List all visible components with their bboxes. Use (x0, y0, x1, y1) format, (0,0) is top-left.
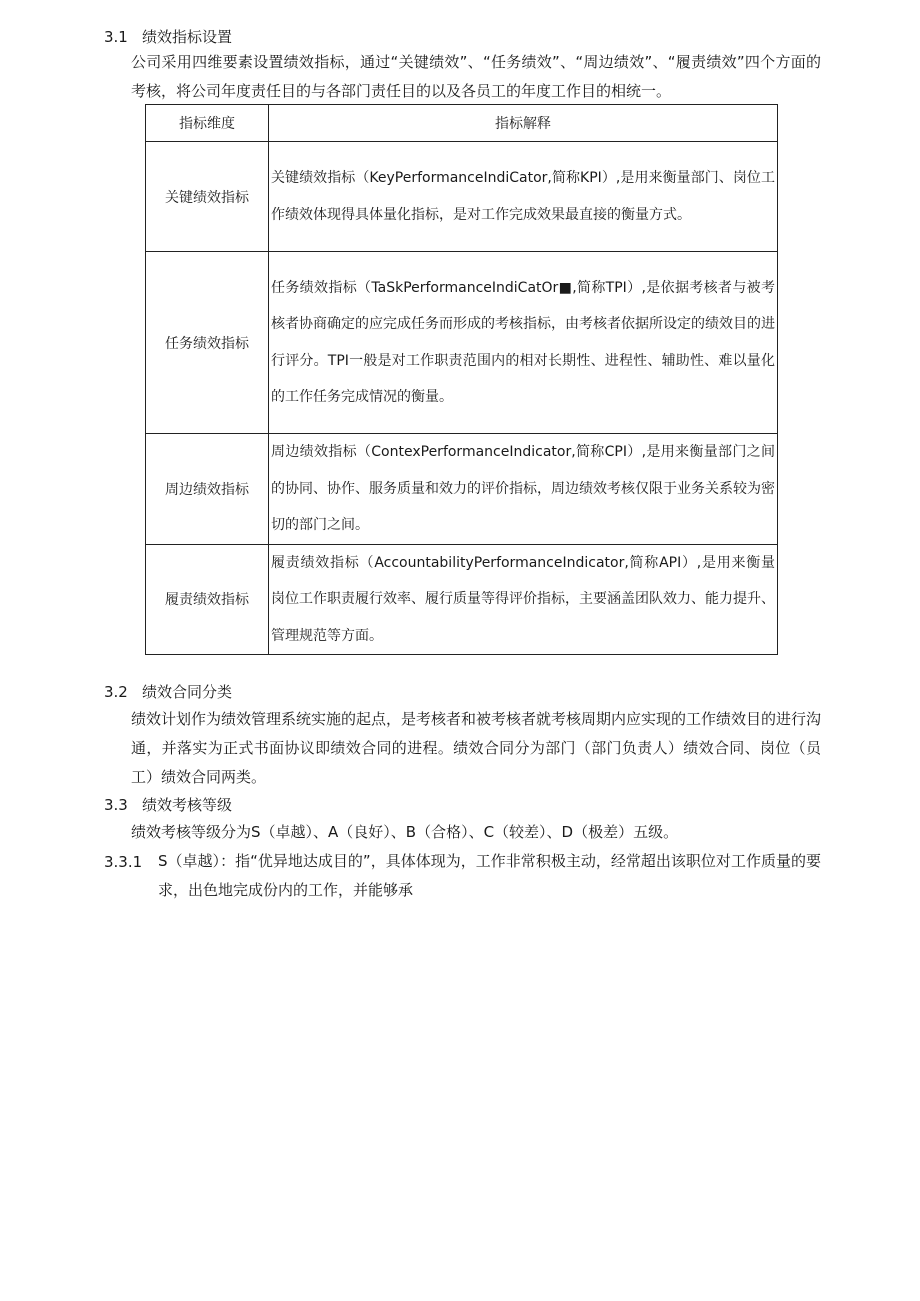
dimension-cell: 周边绩效指标 (146, 434, 269, 545)
section-3-1-heading (104, 27, 232, 47)
explanation-cell: 履责绩效指标（AccountabilityPerformanceIndicator,简称API）,是用来衡量岗位工作职责履行效率、履行质量等得评价指标，主要涵盖团队效力、能力提升、管理规范等方面。 (271, 554, 775, 644)
section-number: 3.3.1 (104, 853, 143, 871)
section-title: 绩效合同分类 (142, 683, 233, 701)
dimension-cell: 履责绩效指标 (146, 544, 269, 655)
section-number: 3.1 (104, 28, 128, 46)
section-3-3-body: 绩效考核等级分为S（卓越）、A（良好）、B（合格）、C（较差）、D（极差）五级。 (131, 823, 679, 841)
dimension-cell: 关键绩效指标 (146, 142, 269, 252)
section-3-3-1-body: S（卓越）：指“优异地达成目的”，具体体现为，工作非常积极主动，经常超出该职位对工作质量的要求，出色地完成份内的工作，并能够承 (158, 852, 821, 899)
dimension-cell: 任务绩效指标 (146, 252, 269, 434)
explanation-cell: 关键绩效指标（KeyPerformanceIndiCator,简称KPI）,是用来衡量部门、岗位工作绩效体现得具体量化指标，是对工作完成效果最直接的衡量方式。 (271, 170, 775, 223)
table-header-row (146, 105, 778, 142)
section-number: 3.3 (104, 796, 128, 814)
table-row (146, 142, 778, 252)
indicator-table (145, 104, 778, 655)
section-title: 绩效考核等级 (142, 796, 233, 814)
explanation-cell: 任务绩效指标（TaSkPerformanceIndiCatOr■,简称TPI）,是依据考核者与被考核者协商确定的应完成任务而形成的考核指标，由考核者依据所设定的绩效目的进行评分。TPI一般是对工作职责范围内的相对长期性、进程性、辅助性、难以量化的工作任务完成情况的衡量。 (271, 279, 775, 405)
section-3-2-body: 绩效计划作为绩效管理系统实施的起点，是考核者和被考核者就考核周期内应实现的工作绩效目的进行沟通，并落实为正式书面协议即绩效合同的进程。绩效合同分为部门（部门负责人）绩效合同、岗位（员工）绩效合同两类。 (131, 710, 822, 786)
table-header-dimension: 指标维度 (146, 105, 269, 142)
section-3-3-heading (104, 795, 232, 815)
section-3-2-heading (104, 682, 232, 702)
section-3-1-intro: 公司采用四维要素设置绩效指标，通过“关键绩效”、“任务绩效”、“周边绩效”、“履责绩效”四个方面的考核，将公司年度责任目的与各部门责任目的以及各员工的年度工作目的相统一。 (131, 53, 821, 100)
section-number: 3.2 (104, 683, 128, 701)
table-row (146, 252, 778, 434)
table-row (146, 434, 778, 545)
table-header-explanation: 指标解释 (269, 105, 778, 142)
explanation-cell: 周边绩效指标（ContexPerformanceIndicator,简称CPI）,是用来衡量部门之间的协同、协作、服务质量和效力的评价指标，周边绩效考核仅限于业务关系较为密切的部门之间。 (271, 444, 775, 533)
section-3-3-1-number (104, 852, 142, 872)
section-title: 绩效指标设置 (142, 28, 233, 46)
table-row (146, 544, 778, 655)
